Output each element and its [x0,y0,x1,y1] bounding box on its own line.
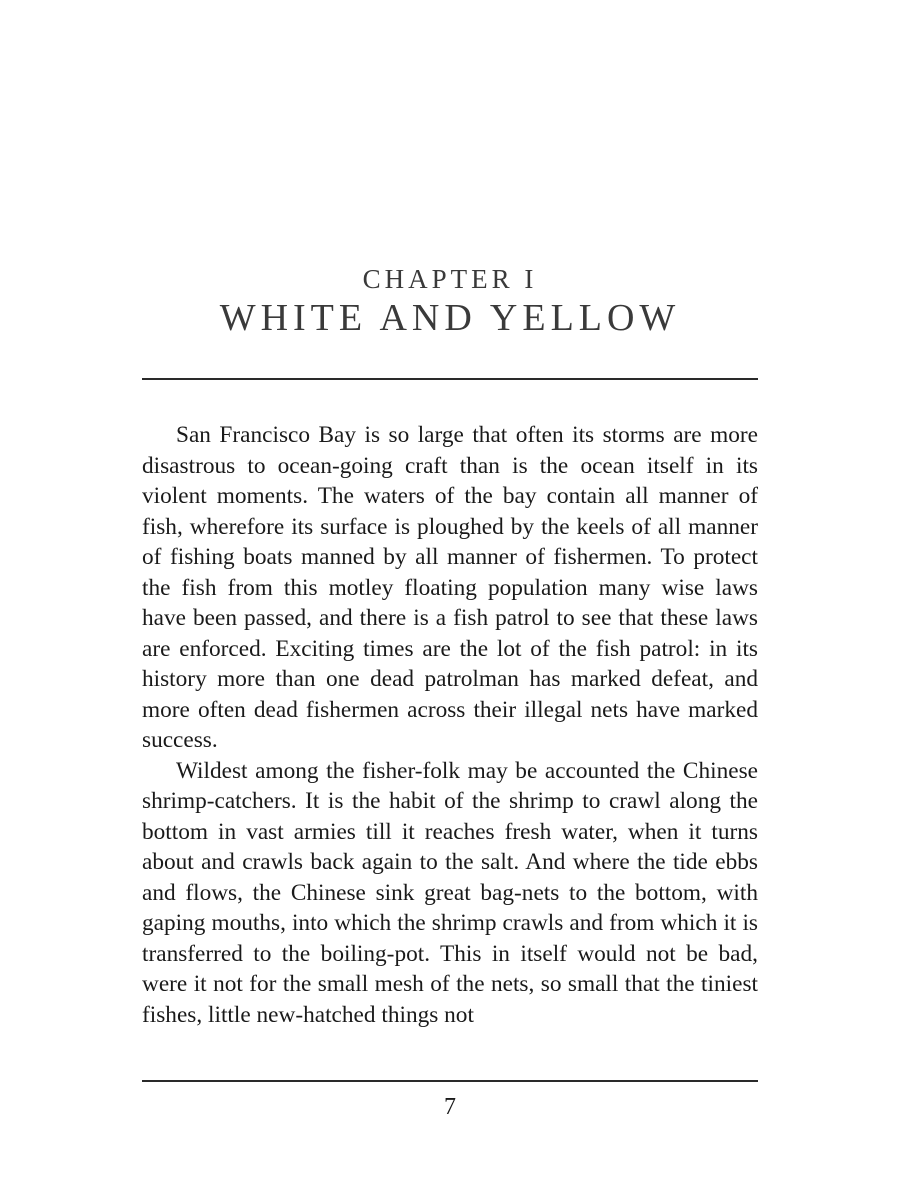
chapter-title: WHITE AND YELLOW [219,297,681,339]
top-rule [142,378,758,380]
body-text [142,420,758,1030]
chapter-number: CHAPTER I [362,264,538,294]
bottom-rule [142,1080,758,1082]
paragraph: San Francisco Bay is so large that often its storms are more disastrous to ocean-going craft than is the ocean itself in its violent moments. The waters of the bay contain all manner of fish, wherefore its surface is ploughed by the keels of all manner of fishing boats manned by all manner of fishermen. To protect the fish from this motley floating population many wise laws have been passed, and there is a fish patrol to see that these laws are enforced. Exciting times are the lot of the fish patrol: in its history more than one dead patrolman has marked defeat, and more often dead fishermen across their illegal nets have marked success. [142,422,758,753]
page-number: 7 [444,1094,456,1120]
paragraph: Wildest among the fisher-folk may be accounted the Chinese shrimp-catchers. It is the habit of the shrimp to crawl along the bottom in vast armies till it reaches fresh water, when it turns about and crawls back again to the salt. And where the tide ebbs and flows, the Chinese sink great bag-nets to the bottom, with gaping mouths, into which the shrimp crawls and from which it is transferred to the boiling-pot. This in itself would not be bad, were it not for the small mesh of the nets, so small that the tiniest fishes, little new-hatched things not [142,757,758,1028]
